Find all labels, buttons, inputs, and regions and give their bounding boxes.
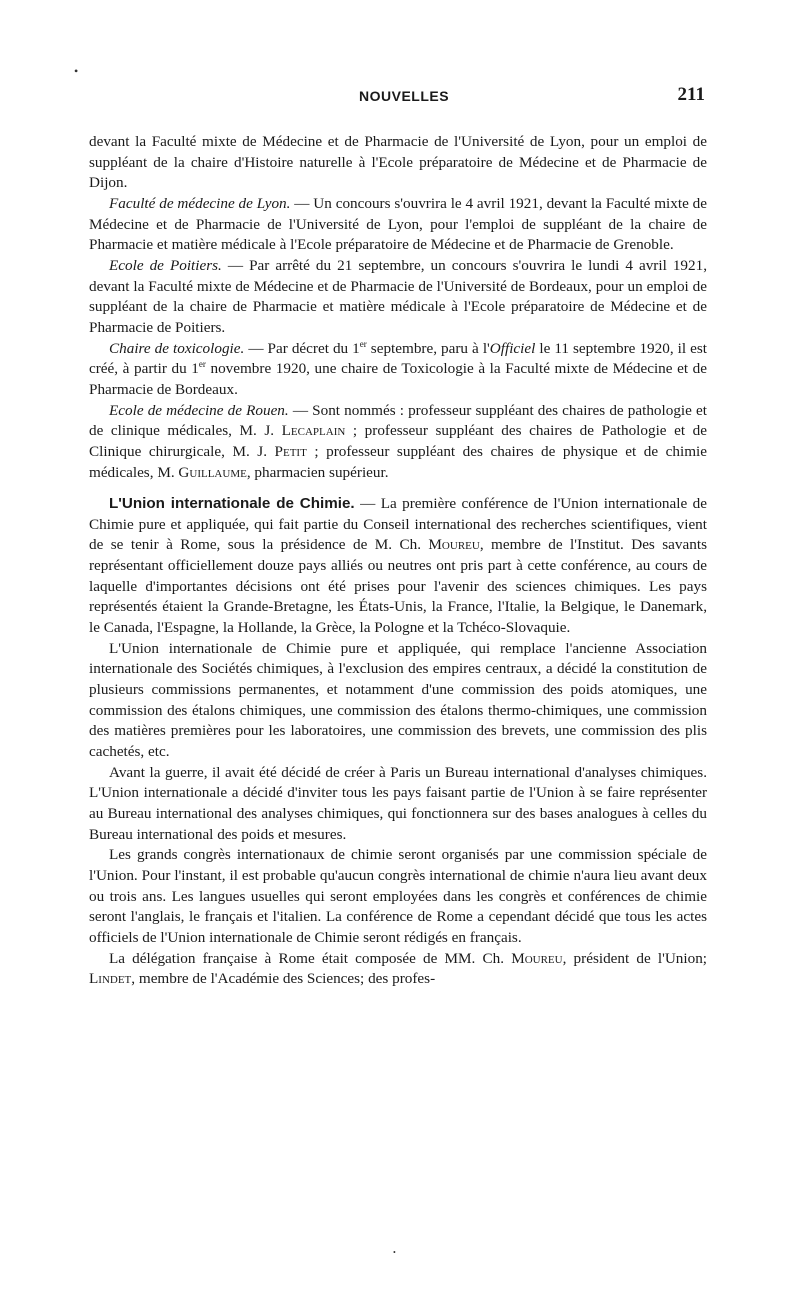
person-name: Lindet [89,970,132,988]
paragraph-union-intro [89,494,707,639]
paragraph-text: , membre de l'Académie des Sciences; des profes- [131,970,436,988]
paragraph-text: Avant la guerre, il avait été décidé de créer à Paris un Bureau international d'analyses chimiques. L'Union internationale a décidé d'inviter tous les pays faisant partie de l'Union à se faire représenter au Bureau international des analyses chimiques, qui fonctionnera sur des bases analogues à celles du Bureau international des poids et mesures. [89,763,707,843]
paragraph-text: La délégation française à Rome était composée de MM. Ch. [109,949,512,967]
paragraph-text: — Par décret du 1 [244,339,360,357]
section-lead: Faculté de médecine de Lyon. [109,194,291,212]
paragraph-text: — Par arrêté du 21 septembre, un concours s'ouvrira le lundi 4 avril 1921, devant la Faculté mixte de Médecine et de Pharmacie de l'Université de Bordeaux, pour un emploi de suppléant de la chaire de Pharmacie et matière médicale à l'Ecole préparatoire de Médecine et de Pharmacie de Poitiers. [89,256,707,336]
section-heading: L'Union internationale de Chimie. [109,495,355,513]
section-lead: Ecole de Poitiers. [109,256,222,274]
paragraph-text: Les grands congrès internationaux de chimie seront organisés par une commission spéciale de l'Union. Pour l'instant, il est probable qu'aucun congrès international de chimie n'aura lieu avant deux ou trois ans. Les langues usuelles qui seront employées dans les congrès et conférences de chimie seront l'anglais, le français et l'italien. La conférence de Rome a cependant décidé que tous les actes officiels de l'Union internationale de Chimie seront rédigés en français. [89,846,707,946]
paragraph-rouen [89,401,707,484]
margin-speck: • [393,1248,396,1257]
paragraph-text: devant la Faculté mixte de Médecine et de Pharmacie de l'Université de Lyon, pour un emploi de suppléant de la chaire d'Histoire naturelle à l'Ecole préparatoire de Médecine et de Pharmacie de Dijon. [89,133,707,192]
person-name: Moureu [428,536,480,554]
paragraph-text: le 11 septembre 1920, il est créé, à partir du 1 [89,339,707,378]
paragraph-text: L'Union internationale de Chimie pure et appliquée, qui remplace l'ancienne Association internationale des Sociétés chimiques, à l'exclusion des empires centraux, a décidé la constitution de plusieurs commissions permanentes, et notamment d'une commission des poids atomiques, une commission des étalons chimiques, une commission des étalons thermo-chimiques, une commission des matières premières pour les laboratoires, une commission des brevets, une commission des plis cachetés, etc. [89,639,707,761]
paragraph-text: septembre, paru à l' [366,339,490,357]
paragraph-text: — Un concours s'ouvrira le 4 avril 1921, devant la Faculté mixte de Médecine et de Pharmacie de l'Université de Lyon, pour l'emploi de suppléant de la chaire de Pharmacie et matière médicale à l'Ecole préparatoire de Médecine et de Pharmacie de Grenoble. [89,194,707,254]
paragraph-poitiers [89,256,707,339]
body-text [89,132,707,990]
section-gap [89,483,707,494]
page-header [89,84,707,110]
italic-word: Officiel [489,339,536,357]
running-title: NOUVELLES [359,88,450,104]
person-name: Petit [274,442,307,460]
paragraph-text: , pharmacien supérieur. [246,463,389,481]
paragraph-toxicologie [89,339,707,401]
section-lead: Chaire de toxicologie. [109,339,245,357]
margin-speck: • [74,64,79,78]
superscript: er [198,359,206,370]
paragraph-text: — La première conférence de l'Union internationale de Chimie pure et appliquée, qui fait partie du Conseil international des recherches scientifiques, vient de se tenir à Rome, sous la présidence de M. Ch. [89,495,707,554]
person-name: Lecaplain [281,422,346,440]
superscript: er [359,338,367,349]
paragraph-text: , président de l'Union; [562,949,708,967]
section-lead: Ecole de médecine de Rouen. [109,401,289,419]
person-name: Moureu [511,949,563,967]
page-number: 211 [677,84,705,105]
paragraph-union-delegation [89,949,707,990]
person-name: Guillaume [178,463,247,481]
paragraph-text: — Sont nommés : professeur suppléant des chaires de pathologie et de clinique médicales, M. J. [89,401,707,440]
paragraph-union-commissions [89,639,707,763]
paragraph-text: ; professeur suppléant des chaires de Pathologie et de Clinique chirurgicale, M. J. [89,422,707,460]
paragraph-text: novembre 1920, une chaire de Toxicologie à la Faculté mixte de Médecine et de Pharmacie de Bordeaux. [89,360,707,398]
paragraph-text: , membre de l'Institut. Des savants représentant officiellement douze pays alliés ou neutres ont pris part à cette conférence, au cours de laquelle d'importantes décisions ont été prises pour l'avenir des sciences chimiques. Les pays représentés étaient la Grande-Bretagne, les États-Unis, la France, l'Italie, la Belgique, le Danemark, le Canada, l'Espagne, la Hollande, la Grèce, la Pologne et la Tchéco-Slovaquie. [89,536,707,637]
paragraph-union-bureau [89,763,707,846]
paragraph-union-congres [89,845,707,948]
paragraph-lyon [89,194,707,256]
paragraph-dijon [89,132,707,194]
paragraph-text: ; professeur suppléant des chaires de physique et de chimie médicales, M. [89,442,707,481]
